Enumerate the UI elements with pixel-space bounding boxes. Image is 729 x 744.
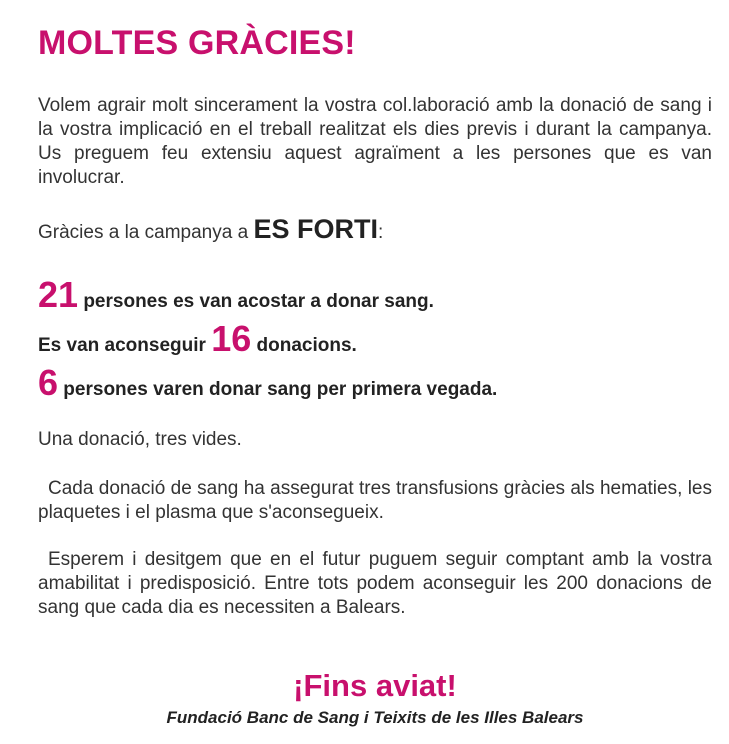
intro-paragraph: Volem agrair molt sincerament la vostra col.laboració amb la donació de sang i la vostra implicació en el treball realitzat els dies previs i durant la campanya. Us preguem feu extensiu aquest agraïment a les persones que es van involucrar.	[38, 95, 712, 188]
stat-number: 16	[211, 318, 252, 359]
hope-paragraph: Esperem i desitgem que en el futur puguem seguir comptant amb la vostra amabilitat i predisposició. Entre tots podem aconseguir les 200 donacions de sang que cada dia es necessiten a Balears.	[38, 549, 712, 618]
campaign-place: ES FORTI	[253, 214, 378, 244]
campaign-suffix: :	[377, 222, 384, 243]
farewell-heading: ¡Fins aviat!	[293, 668, 457, 703]
stat-donations	[38, 318, 357, 360]
stat-text-after: persones varen donar sang per primera vegada.	[58, 379, 498, 400]
slogan: Una donació, tres vides.	[38, 429, 242, 450]
campaign-line	[38, 214, 383, 245]
campaign-prefix: Gràcies a la campanya a	[38, 222, 254, 243]
page-title: MOLTES GRÀCIES!	[38, 24, 356, 62]
stat-first-time-donors	[38, 362, 497, 404]
stat-text-before: Es van aconseguir	[38, 335, 212, 356]
stat-text-after: donacions.	[251, 335, 357, 356]
transfusion-paragraph: Cada donació de sang ha assegurat tres transfusions gràcies als hematies, les plaquetes i el plasma que s'aconsegueix.	[38, 478, 712, 523]
signature: Fundació Banc de Sang i Teixits de les Illes Balears	[166, 708, 584, 727]
stat-donors	[38, 274, 434, 316]
stat-number: 6	[38, 362, 59, 403]
stat-text-after: persones es van acostar a donar sang.	[78, 291, 434, 312]
stat-number: 21	[38, 274, 79, 315]
